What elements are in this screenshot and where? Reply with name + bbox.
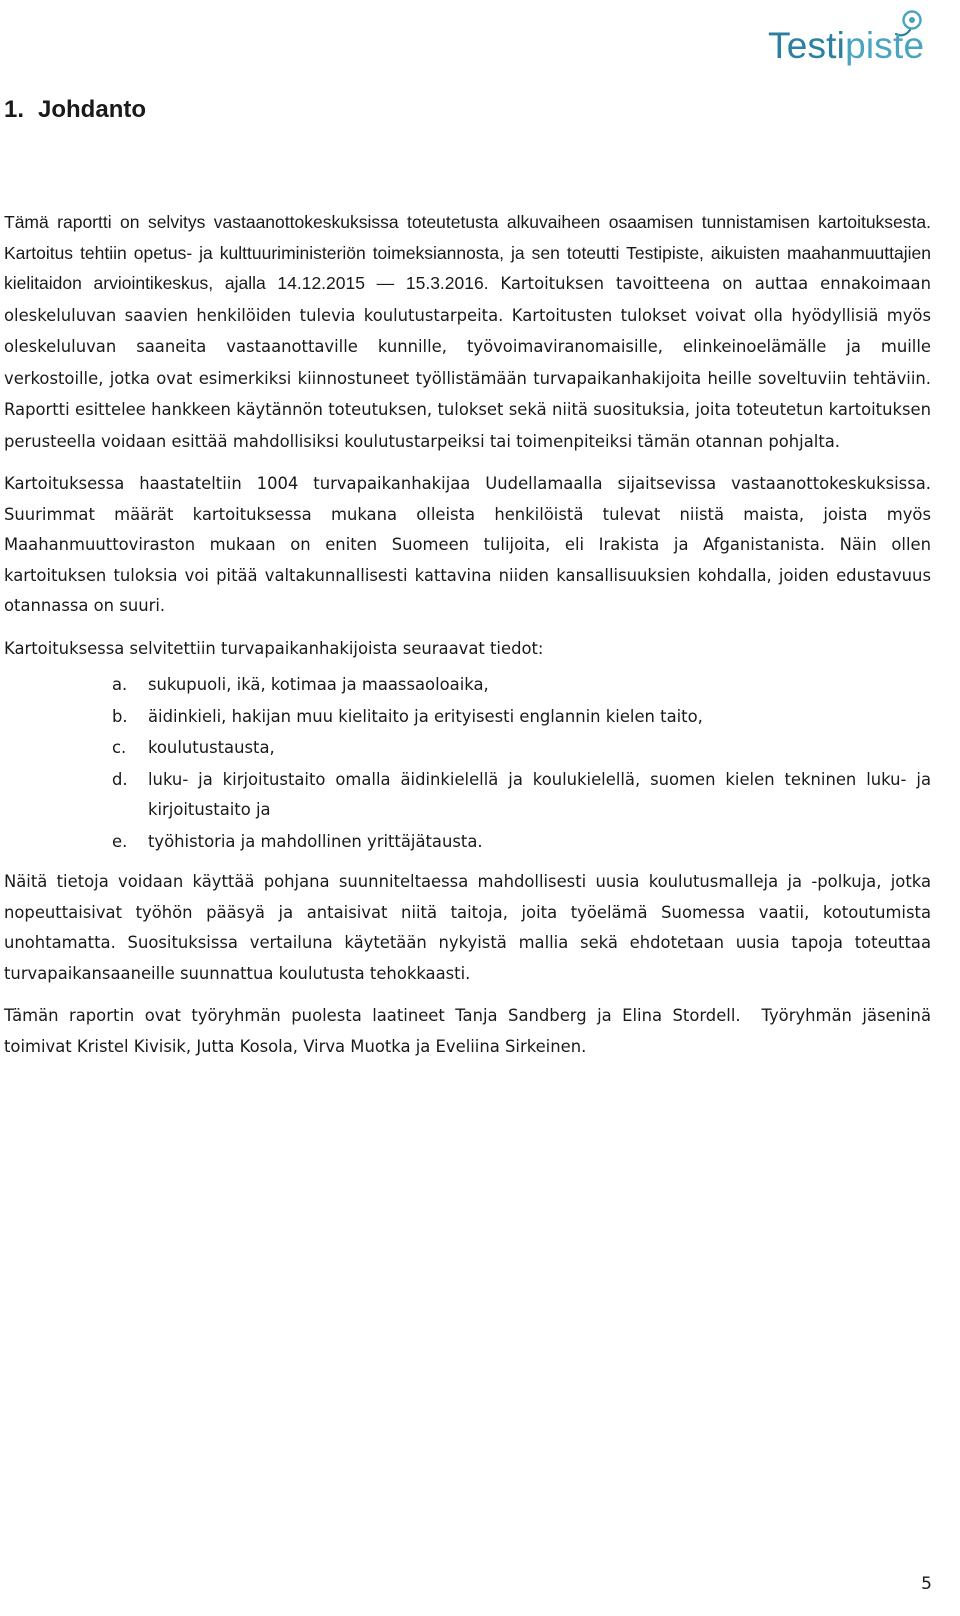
paragraph-intro	[4, 207, 931, 457]
list-item	[4, 765, 931, 826]
paragraph-usage: Näitä tietoja voidaan käyttää pohjana suunniteltaessa mahdollisesti uusia koulutusmalleja ja -polkuja, jotka nopeuttaisivat työhön pääsyä ja antaisivat niitä taitoja, joita työelämä Suomessa vaatii, kotoutumista unohtamatta. Suosituksissa vertailuna käytetään nykyistä mallia sekä ehdotetaan uusia tapoja toteuttaa turvapaikansaaneille suunnattua koulutusta tehokkaasti.	[4, 872, 931, 983]
list-item	[4, 702, 931, 733]
list-item-text: luku- ja kirjoitustaito omalla äidinkielellä ja koulukielellä, suomen kielen tekninen luku- ja kirjoitustaito ja	[148, 769, 931, 819]
list-item-text: koulutustausta,	[148, 738, 275, 757]
section-title: Johdanto	[38, 96, 147, 123]
testipiste-logo	[768, 8, 938, 66]
page-number: 5	[921, 1574, 932, 1594]
list-item-text: sukupuoli, ikä, kotimaa ja maassaoloaika,	[148, 675, 489, 694]
main-content	[4, 207, 937, 1074]
paragraph-intro-part1: Tämä raportti on selvitys vastaanottokeskuksissa toteutetusta alkuvaiheen osaamisen tunnistamisen kartoituksesta. Kartoitus tehtiin opetus- ja kulttuuriministeriön toimeksiannosta, ja sen toteutti Testipiste, aikuisten maahanmuuttajien kielitaidon arviointikeskus, ajalla 14.12.2015 — 15.3.2016.	[4, 212, 931, 293]
paragraph-list-intro: Kartoituksessa selvitettiin turvapaikanhakijoista seuraavat tiedot:	[4, 638, 544, 658]
logo-text-testi: Testi	[768, 25, 846, 66]
list-marker: e.	[112, 831, 128, 851]
list-item-text: äidinkieli, hakijan muu kielitaito ja erityisesti englannin kielen taito,	[148, 706, 703, 726]
section-number: 1.	[4, 96, 25, 123]
paragraph-intro-part2: Kartoituksen tavoitteena on auttaa ennakoimaan oleskeluluvan saavien henkilöiden tulevia koulutustarpeita. Kartoitusten tulokset voivat olla hyödyllisiä myös oleskeluluvan saaneita vastaanottaville kunnille, työvoimaviranomaisille, elinkeinoelämälle ja muille verkostoille, jotka ovat esimerkiksi kiinnostuneet työllistämään turvapaikanhakijoita heille soveltuviin tehtäviin. Raportti esittelee hankkeen käytännön toteutuksen, tulokset sekä niitä suosituksia, joita toteutetun kartoituksen perusteella voidaan esittää mahdollisiksi koulutustarpeiksi tai toimenpiteiksi tämän otannan pohjalta.	[4, 274, 931, 451]
list-marker: a.	[112, 675, 128, 694]
list-item-text: työhistoria ja mahdollinen yrittäjätausta.	[148, 831, 483, 851]
list-marker: c.	[112, 738, 127, 757]
info-list	[4, 670, 931, 857]
section-heading	[4, 96, 146, 124]
paragraph-authors: Tämän raportin ovat työryhmän puolesta laatineet Tanja Sandberg ja Elina Stordell. Työryhmän jäseninä toimivat Kristel Kivisik, Jutta Kosola, Virva Muotka ja Eveliina Sirkeinen.	[4, 1006, 937, 1056]
logo-text-piste: piste	[845, 25, 925, 66]
list-item	[4, 733, 931, 764]
list-item	[4, 670, 931, 701]
paragraph-interviews: Kartoituksessa haastateltiin 1004 turvapaikanhakijaa Uudellamaalla sijaitsevissa vastaanottokeskuksissa. Suurimmat määrät kartoituksessa mukana olleista henkilöistä tulevat niistä maista, joista myös Maahanmuuttoviraston mukaan on eniten Suomeen tulijoita, eli Irakista ja Afganistanista. Näin ollen kartoituksen tuloksia voi pitää valtakunnallisesti kattavina niiden kansallisuuksien kohdalla, joiden edustavuus otannassa on suuri.	[4, 474, 931, 615]
logo-wordmark	[768, 27, 924, 64]
list-marker: d.	[112, 769, 128, 789]
list-item	[4, 827, 931, 858]
list-marker: b.	[112, 706, 128, 726]
